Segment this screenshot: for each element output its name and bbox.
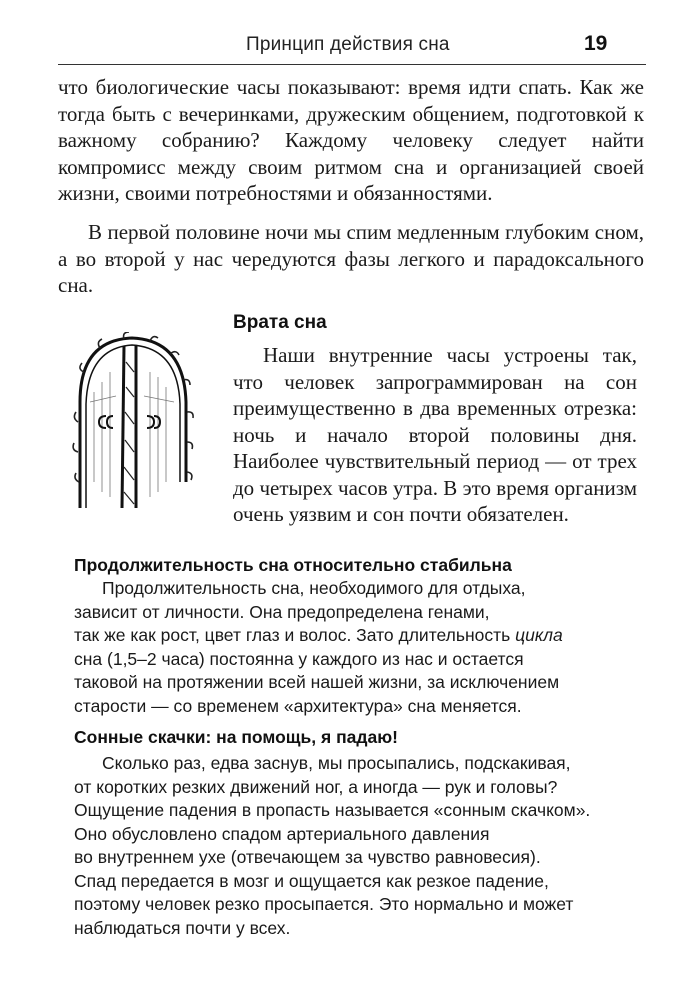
duration-line: старости — со временем «архитектура» сна меняется. [74,695,522,716]
duration-line-italic: цикла [515,625,563,645]
jerks-line: во внутреннем ухе (отвечающем за чувство равновесия). [74,847,541,867]
jerks-line: от коротких резких движений ног, а иногда — рук и головы? [74,776,558,797]
duration-line: сна (1,5–2 часа) постоянна у каждого из нас и остается [74,648,524,669]
duration-line: зависит от личности. Она предопределена генами, [74,601,490,622]
header-rule [58,64,646,65]
running-header-title: Принцип действия сна [246,34,450,55]
duration-line-start: так же как рост, цвет глаз и волос. Зато длительность [74,625,516,645]
duration-paragraph [74,577,644,718]
duration-line [74,624,644,648]
section-title-gates: Врата сна [233,312,327,333]
jerks-paragraph [74,752,644,940]
section-title-jerks: Сонные скачки: на помощь, я падаю! [74,727,398,747]
jerks-line: Ощущение падения в пропасть называется «сонным скачком». [74,800,591,820]
intro-paragraph-1: что биологические часы показывают: время идти спать. Как же тогда быть с вечеринками, дружеским общением, подготовкой к важному собранию? Каждому человеку следует найти компромисс между своим ритмом сна и организацией своей жизни, своими потребностями и обязанностями. [58,75,644,205]
gates-paragraph: Наши внутренние часы устроены так, что человек запрограммирован на сон преимущественно в два временных отрезка: ночь и начало второй половины дня. Наиболее чувствительный период — от трех до четырех часов утра. В это время организм очень уязвим и сон почти обязателен. [233,343,637,526]
jerks-line: наблюдаться почти у всех. [74,917,291,938]
jerks-line: поэтому человек резко просыпается. Это нормально и может [74,894,574,914]
duration-line: таковой на протяжении всей нашей жизни, за исключением [74,672,560,692]
page-number: 19 [584,32,608,55]
duration-line: Продолжительность сна, необходимого для отдыха, [102,578,526,598]
jerks-line: Спад передается в мозг и ощущается как резкое падение, [74,870,549,891]
jerks-line: Оно обусловлено спадом артериального давления [74,823,490,844]
intro-paragraph-2: В первой половине ночи мы спим медленным глубоким сном, а во второй у нас чередуются фазы легкого и парадоксального сна. [58,220,644,297]
section-title-duration: Продолжительность сна относительно стабильна [74,555,512,575]
jerks-line: Сколько раз, едва заснув, мы просыпались, подскакивая, [102,753,571,773]
gate-illustration-icon [66,332,200,510]
